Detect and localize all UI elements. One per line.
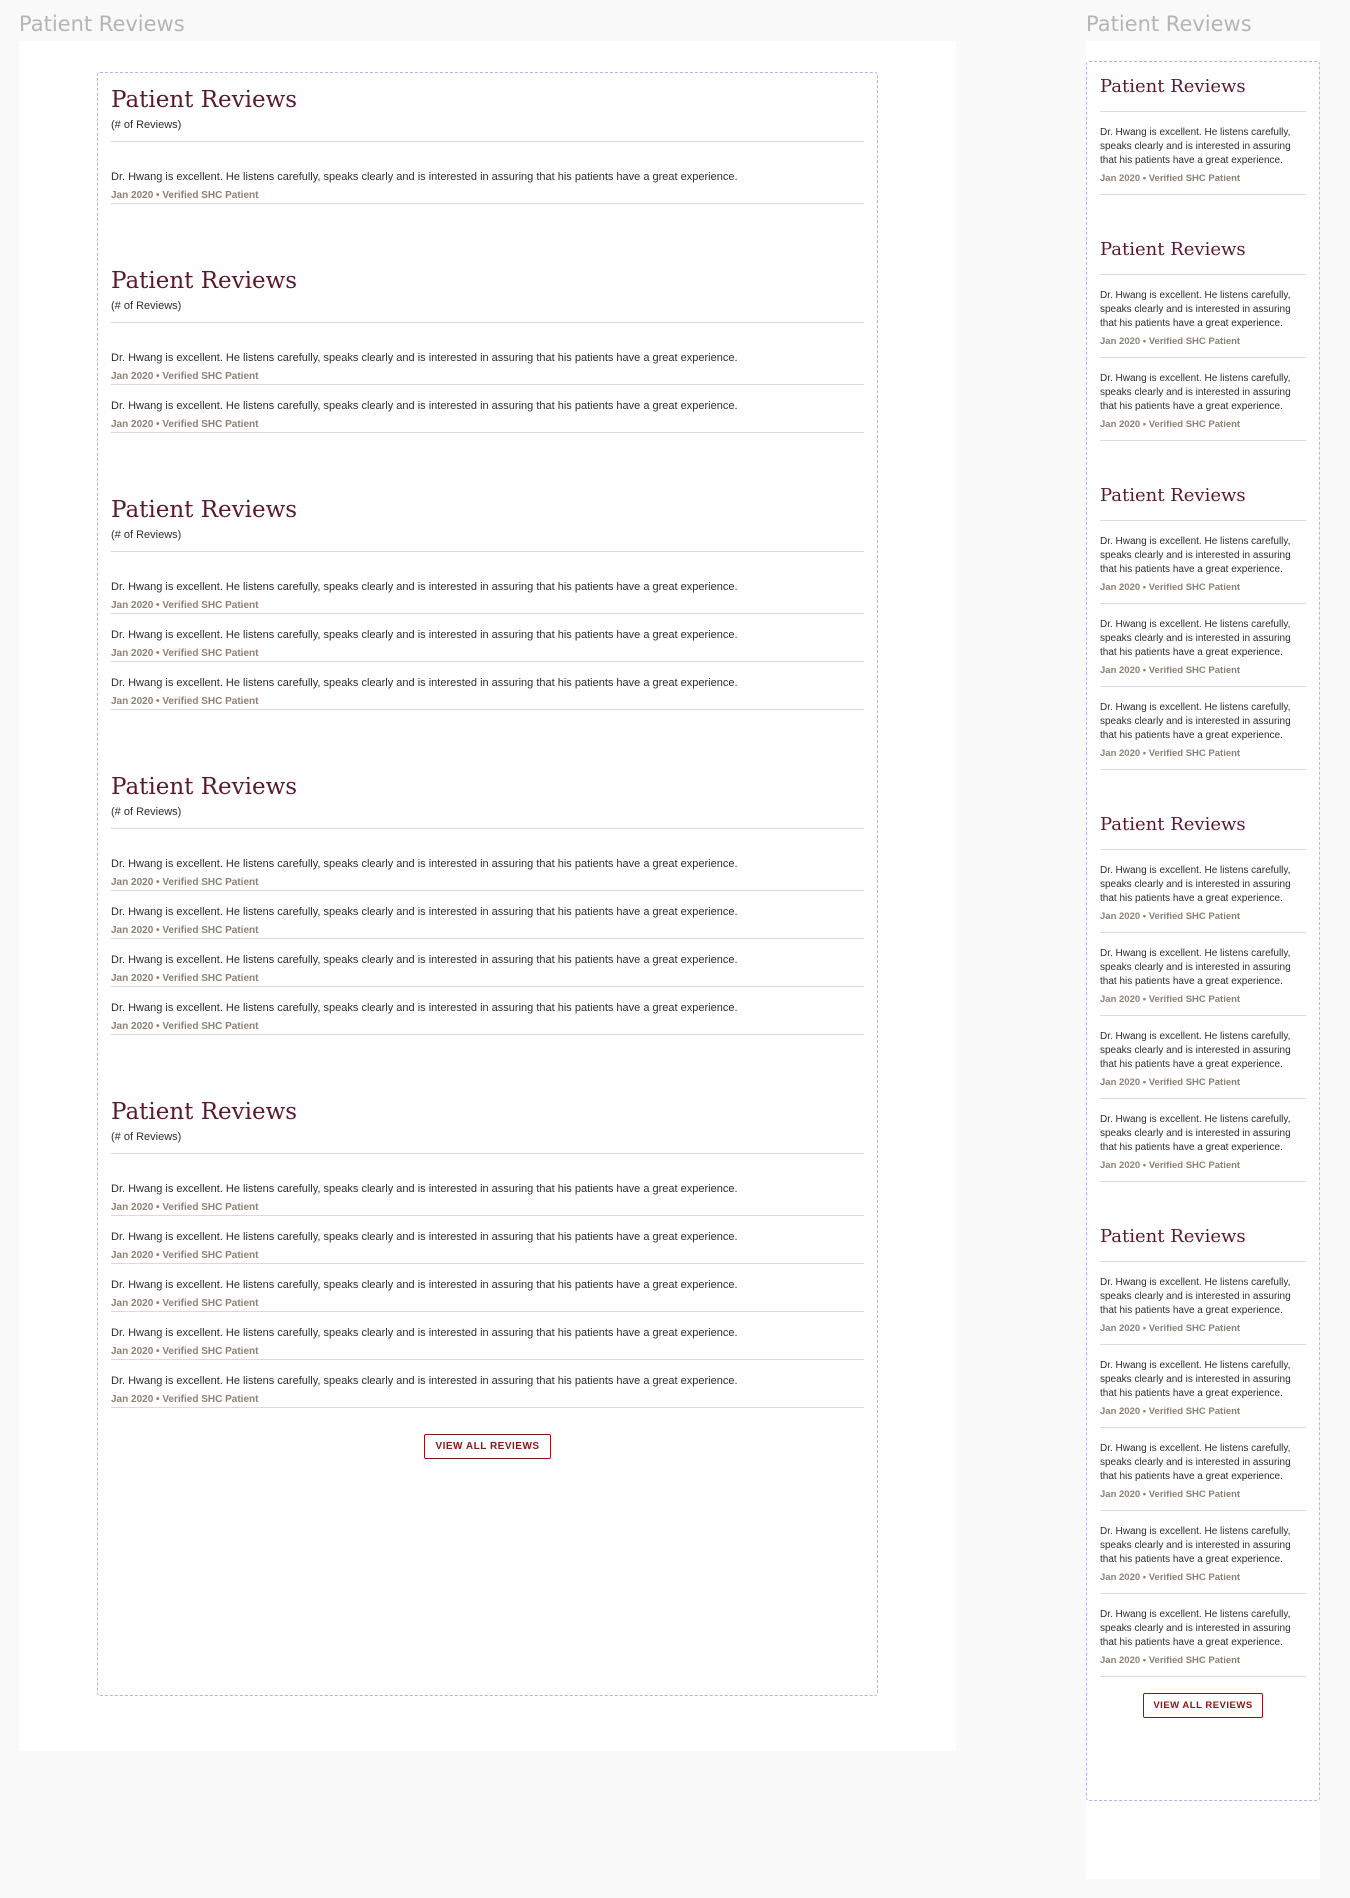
review-text: Dr. Hwang is excellent. He listens carefully, speaks clearly and is interested in assuring that his patients have a great experience.	[111, 1375, 738, 1387]
review-text: Dr. Hwang is excellent. He listens carefully, speaks clearly and is interested in assuring that his patients have a great experience.	[111, 352, 738, 364]
review-text: Dr. Hwang is excellent. He listens carefully, speaks clearly and is interested in assuring that his patients have a great experience.	[1100, 1526, 1291, 1565]
review-item	[111, 1312, 864, 1360]
review-item	[111, 1216, 864, 1264]
review-meta: Jan 2020 • Verified SHC Patient	[1100, 336, 1241, 347]
review-meta: Jan 2020 • Verified SHC Patient	[1100, 911, 1241, 922]
review-meta: Jan 2020 • Verified SHC Patient	[111, 696, 259, 707]
review-section	[111, 73, 864, 204]
mobile-reviews-container	[1086, 61, 1320, 1801]
review-item	[111, 614, 864, 662]
review-item	[1100, 1511, 1306, 1594]
review-item	[1100, 358, 1306, 441]
review-count: (# of Reviews)	[111, 1131, 182, 1143]
section-header	[1100, 800, 1306, 850]
review-text: Dr. Hwang is excellent. He listens carefully, speaks clearly and is interested in assuring that his patients have a great experience.	[111, 1327, 738, 1339]
review-count: (# of Reviews)	[111, 119, 182, 131]
review-meta: Jan 2020 • Verified SHC Patient	[111, 1346, 259, 1357]
section-title: Patient Reviews	[1100, 1226, 1246, 1247]
section-spacer	[1100, 441, 1306, 471]
review-meta: Jan 2020 • Verified SHC Patient	[1100, 994, 1241, 1005]
review-text: Dr. Hwang is excellent. He listens carefully, speaks clearly and is interested in assuring that his patients have a great experience.	[111, 171, 738, 183]
view-all-reviews-button[interactable]: VIEW ALL REVIEWS	[424, 1434, 550, 1459]
review-item	[111, 987, 864, 1035]
section-header	[111, 73, 864, 142]
review-item	[1100, 112, 1306, 195]
review-item	[111, 1264, 864, 1312]
review-item	[1100, 275, 1306, 358]
mobile-artboard	[1086, 41, 1320, 1879]
section-header	[1100, 62, 1306, 112]
review-item	[111, 891, 864, 939]
review-meta: Jan 2020 • Verified SHC Patient	[111, 1202, 259, 1213]
desktop-reviews-container	[97, 72, 878, 1696]
section-header	[111, 483, 864, 552]
review-meta: Jan 2020 • Verified SHC Patient	[111, 371, 259, 382]
review-meta: Jan 2020 • Verified SHC Patient	[1100, 582, 1241, 593]
review-item	[1100, 604, 1306, 687]
review-text: Dr. Hwang is excellent. He listens carefully, speaks clearly and is interested in assuring that his patients have a great experience.	[1100, 948, 1291, 987]
section-title: Patient Reviews	[111, 87, 298, 113]
review-meta: Jan 2020 • Verified SHC Patient	[1100, 1572, 1241, 1583]
review-meta: Jan 2020 • Verified SHC Patient	[111, 877, 259, 888]
view-all-reviews-button[interactable]: VIEW ALL REVIEWS	[1143, 1693, 1262, 1718]
review-item	[1100, 1016, 1306, 1099]
review-item	[111, 552, 864, 614]
review-section	[1100, 225, 1306, 441]
review-meta: Jan 2020 • Verified SHC Patient	[111, 1021, 259, 1032]
review-item	[111, 385, 864, 433]
section-title: Patient Reviews	[1100, 814, 1246, 835]
review-text: Dr. Hwang is excellent. He listens carefully, speaks clearly and is interested in assuring that his patients have a great experience.	[111, 629, 738, 641]
review-text: Dr. Hwang is excellent. He listens carefully, speaks clearly and is interested in assuring that his patients have a great experience.	[111, 1231, 738, 1243]
review-item	[1100, 850, 1306, 933]
review-text: Dr. Hwang is excellent. He listens carefully, speaks clearly and is interested in assuring that his patients have a great experience.	[111, 677, 738, 689]
review-meta: Jan 2020 • Verified SHC Patient	[1100, 419, 1241, 430]
review-section	[111, 254, 864, 433]
review-section	[1100, 471, 1306, 770]
section-spacer	[111, 710, 864, 760]
review-item	[1100, 1594, 1306, 1677]
review-text: Dr. Hwang is excellent. He listens carefully, speaks clearly and is interested in assuring that his patients have a great experience.	[111, 858, 738, 870]
review-item	[1100, 933, 1306, 1016]
review-item	[111, 323, 864, 385]
review-item	[1100, 1428, 1306, 1511]
section-title: Patient Reviews	[111, 497, 298, 523]
review-section	[1100, 1212, 1306, 1677]
review-text: Dr. Hwang is excellent. He listens carefully, speaks clearly and is interested in assuring that his patients have a great experience.	[111, 1002, 738, 1014]
review-item	[111, 662, 864, 710]
section-header	[111, 254, 864, 323]
desktop-frame-title: Patient Reviews	[19, 12, 185, 36]
section-spacer	[1100, 770, 1306, 800]
desktop-artboard	[19, 41, 956, 1751]
review-section	[111, 760, 864, 1035]
review-meta: Jan 2020 • Verified SHC Patient	[111, 1250, 259, 1261]
review-text: Dr. Hwang is excellent. He listens carefully, speaks clearly and is interested in assuring that his patients have a great experience.	[1100, 1360, 1291, 1399]
review-meta: Jan 2020 • Verified SHC Patient	[1100, 1077, 1241, 1088]
review-text: Dr. Hwang is excellent. He listens carefully, speaks clearly and is interested in assuring that his patients have a great experience.	[1100, 1609, 1291, 1648]
review-meta: Jan 2020 • Verified SHC Patient	[111, 600, 259, 611]
review-text: Dr. Hwang is excellent. He listens carefully, speaks clearly and is interested in assuring that his patients have a great experience.	[1100, 1443, 1291, 1482]
review-text: Dr. Hwang is excellent. He listens carefully, speaks clearly and is interested in assuring that his patients have a great experience.	[1100, 619, 1291, 658]
section-header	[111, 760, 864, 829]
review-meta: Jan 2020 • Verified SHC Patient	[111, 925, 259, 936]
review-meta: Jan 2020 • Verified SHC Patient	[111, 1394, 259, 1405]
mobile-frame-title: Patient Reviews	[1086, 12, 1252, 36]
review-meta: Jan 2020 • Verified SHC Patient	[111, 648, 259, 659]
section-spacer	[111, 1035, 864, 1085]
button-row	[111, 1434, 864, 1459]
review-meta: Jan 2020 • Verified SHC Patient	[1100, 1323, 1241, 1334]
review-section	[1100, 800, 1306, 1182]
review-meta: Jan 2020 • Verified SHC Patient	[111, 419, 259, 430]
review-meta: Jan 2020 • Verified SHC Patient	[111, 1298, 259, 1309]
review-meta: Jan 2020 • Verified SHC Patient	[111, 973, 259, 984]
section-header	[1100, 471, 1306, 521]
section-spacer	[111, 204, 864, 254]
review-count: (# of Reviews)	[111, 300, 182, 312]
section-title: Patient Reviews	[1100, 76, 1246, 97]
review-text: Dr. Hwang is excellent. He listens carefully, speaks clearly and is interested in assuring that his patients have a great experience.	[111, 906, 738, 918]
review-text: Dr. Hwang is excellent. He listens carefully, speaks clearly and is interested in assuring that his patients have a great experience.	[111, 1279, 738, 1291]
review-item	[1100, 521, 1306, 604]
review-text: Dr. Hwang is excellent. He listens carefully, speaks clearly and is interested in assuring that his patients have a great experience.	[1100, 373, 1291, 412]
section-spacer	[1100, 195, 1306, 225]
review-meta: Jan 2020 • Verified SHC Patient	[1100, 1406, 1241, 1417]
review-item	[111, 1360, 864, 1408]
review-meta: Jan 2020 • Verified SHC Patient	[1100, 1160, 1241, 1171]
review-text: Dr. Hwang is excellent. He listens carefully, speaks clearly and is interested in assuring that his patients have a great experience.	[1100, 702, 1291, 741]
review-section	[111, 1085, 864, 1408]
review-section	[1100, 62, 1306, 195]
review-text: Dr. Hwang is excellent. He listens carefully, speaks clearly and is interested in assuring that his patients have a great experience.	[1100, 865, 1291, 904]
review-text: Dr. Hwang is excellent. He listens carefully, speaks clearly and is interested in assuring that his patients have a great experience.	[111, 1183, 738, 1195]
button-row	[1100, 1693, 1306, 1718]
review-meta: Jan 2020 • Verified SHC Patient	[1100, 1489, 1241, 1500]
review-item	[111, 829, 864, 891]
review-text: Dr. Hwang is excellent. He listens carefully, speaks clearly and is interested in assuring that his patients have a great experience.	[111, 581, 738, 593]
section-header	[111, 1085, 864, 1154]
review-meta: Jan 2020 • Verified SHC Patient	[1100, 1655, 1241, 1666]
review-meta: Jan 2020 • Verified SHC Patient	[1100, 665, 1241, 676]
review-item	[1100, 1099, 1306, 1182]
review-count: (# of Reviews)	[111, 806, 182, 818]
review-item	[1100, 1262, 1306, 1345]
review-item	[111, 939, 864, 987]
section-title: Patient Reviews	[1100, 485, 1246, 506]
review-text: Dr. Hwang is excellent. He listens carefully, speaks clearly and is interested in assuring that his patients have a great experience.	[1100, 127, 1291, 166]
section-spacer	[1100, 1182, 1306, 1212]
review-text: Dr. Hwang is excellent. He listens carefully, speaks clearly and is interested in assuring that his patients have a great experience.	[111, 400, 738, 412]
review-text: Dr. Hwang is excellent. He listens carefully, speaks clearly and is interested in assuring that his patients have a great experience.	[111, 954, 738, 966]
review-text: Dr. Hwang is excellent. He listens carefully, speaks clearly and is interested in assuring that his patients have a great experience.	[1100, 1277, 1291, 1316]
section-header	[1100, 1212, 1306, 1262]
review-item	[111, 142, 864, 204]
review-text: Dr. Hwang is excellent. He listens carefully, speaks clearly and is interested in assuring that his patients have a great experience.	[1100, 1031, 1291, 1070]
review-meta: Jan 2020 • Verified SHC Patient	[1100, 748, 1241, 759]
review-text: Dr. Hwang is excellent. He listens carefully, speaks clearly and is interested in assuring that his patients have a great experience.	[1100, 536, 1291, 575]
section-header	[1100, 225, 1306, 275]
review-text: Dr. Hwang is excellent. He listens carefully, speaks clearly and is interested in assuring that his patients have a great experience.	[1100, 290, 1291, 329]
section-title: Patient Reviews	[111, 1099, 298, 1125]
review-count: (# of Reviews)	[111, 529, 182, 541]
review-meta: Jan 2020 • Verified SHC Patient	[111, 190, 259, 201]
review-meta: Jan 2020 • Verified SHC Patient	[1100, 173, 1241, 184]
section-spacer	[111, 433, 864, 483]
review-item	[111, 1154, 864, 1216]
review-text: Dr. Hwang is excellent. He listens carefully, speaks clearly and is interested in assuring that his patients have a great experience.	[1100, 1114, 1291, 1153]
section-title: Patient Reviews	[111, 774, 298, 800]
review-item	[1100, 1345, 1306, 1428]
section-title: Patient Reviews	[111, 268, 298, 294]
review-item	[1100, 687, 1306, 770]
section-title: Patient Reviews	[1100, 239, 1246, 260]
review-section	[111, 483, 864, 710]
